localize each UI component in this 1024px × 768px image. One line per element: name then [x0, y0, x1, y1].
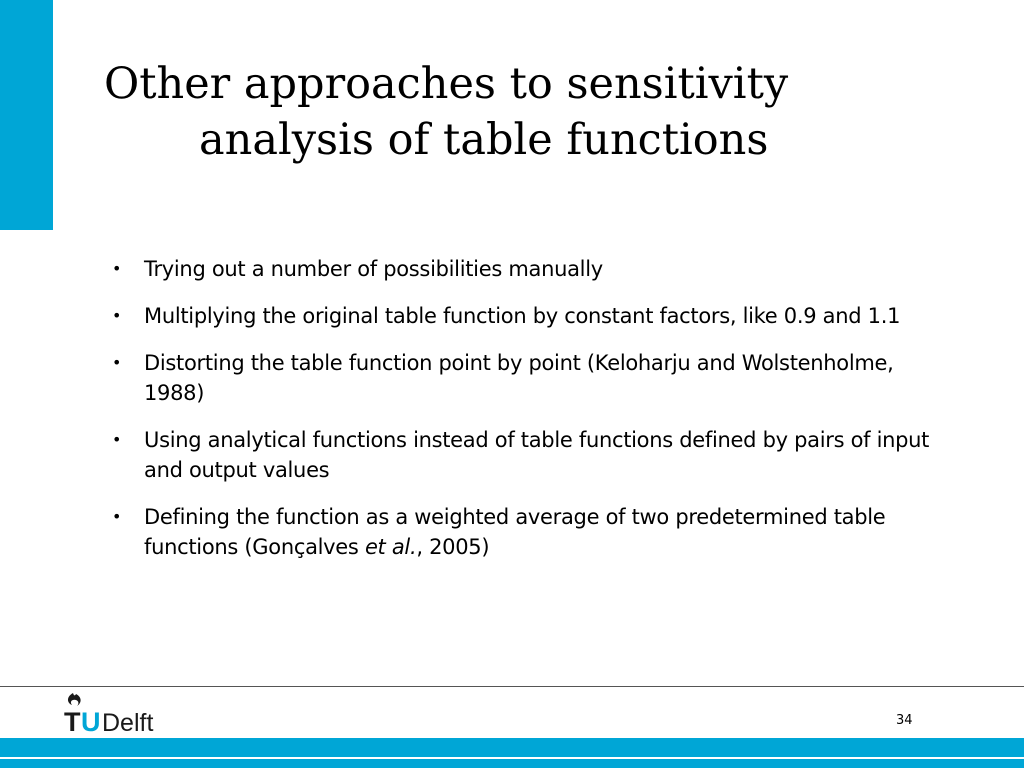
bullet-text-italic: et al.: [364, 535, 417, 559]
footer-band-stripe: [0, 757, 1024, 759]
bullet-marker: •: [112, 306, 122, 325]
bullet-marker: •: [112, 353, 122, 372]
bullet-text-part: Defining the function as a weighted average of two predetermined table functions (Gonçalves: [144, 505, 886, 559]
bullet-item: [108, 502, 938, 562]
bullet-text: Trying out a number of possibilities manually: [144, 257, 603, 281]
bullet-marker: •: [112, 507, 122, 526]
logo-letter-t: T: [64, 707, 81, 735]
slide-title: [104, 56, 904, 168]
bullet-marker: •: [112, 259, 122, 278]
bullet-item: [108, 254, 938, 284]
bullet-list: [108, 254, 938, 579]
logo-wordmark: Delft: [102, 709, 154, 735]
slide-title-line-1: Other approaches to sensitivity: [104, 59, 789, 109]
bullet-item: [108, 301, 938, 331]
bullet-text: Using analytical functions instead of table functions defined by pairs of input and output values: [144, 428, 930, 482]
bullet-item: [108, 348, 938, 408]
bullet-text-part: , 2005): [416, 535, 490, 559]
bullet-marker: •: [112, 430, 122, 449]
tu-delft-logo: [64, 691, 174, 735]
footer-divider: [0, 686, 1024, 687]
bullet-text: Distorting the table function point by point (Keloharju and Wolstenholme, 1988): [144, 351, 894, 405]
flame-icon: [68, 693, 81, 706]
bullet-text: Multiplying the original table function by constant factors, like 0.9 and 1.1: [144, 304, 901, 328]
slide-title-line-2: analysis of table functions: [199, 115, 769, 165]
title-accent-bar: [0, 0, 53, 230]
bullet-item: [108, 425, 938, 485]
bullet-text: [144, 505, 885, 559]
logo-letter-u: U: [81, 707, 101, 735]
footer-band: [0, 738, 1024, 768]
page-number: 34: [896, 713, 913, 728]
